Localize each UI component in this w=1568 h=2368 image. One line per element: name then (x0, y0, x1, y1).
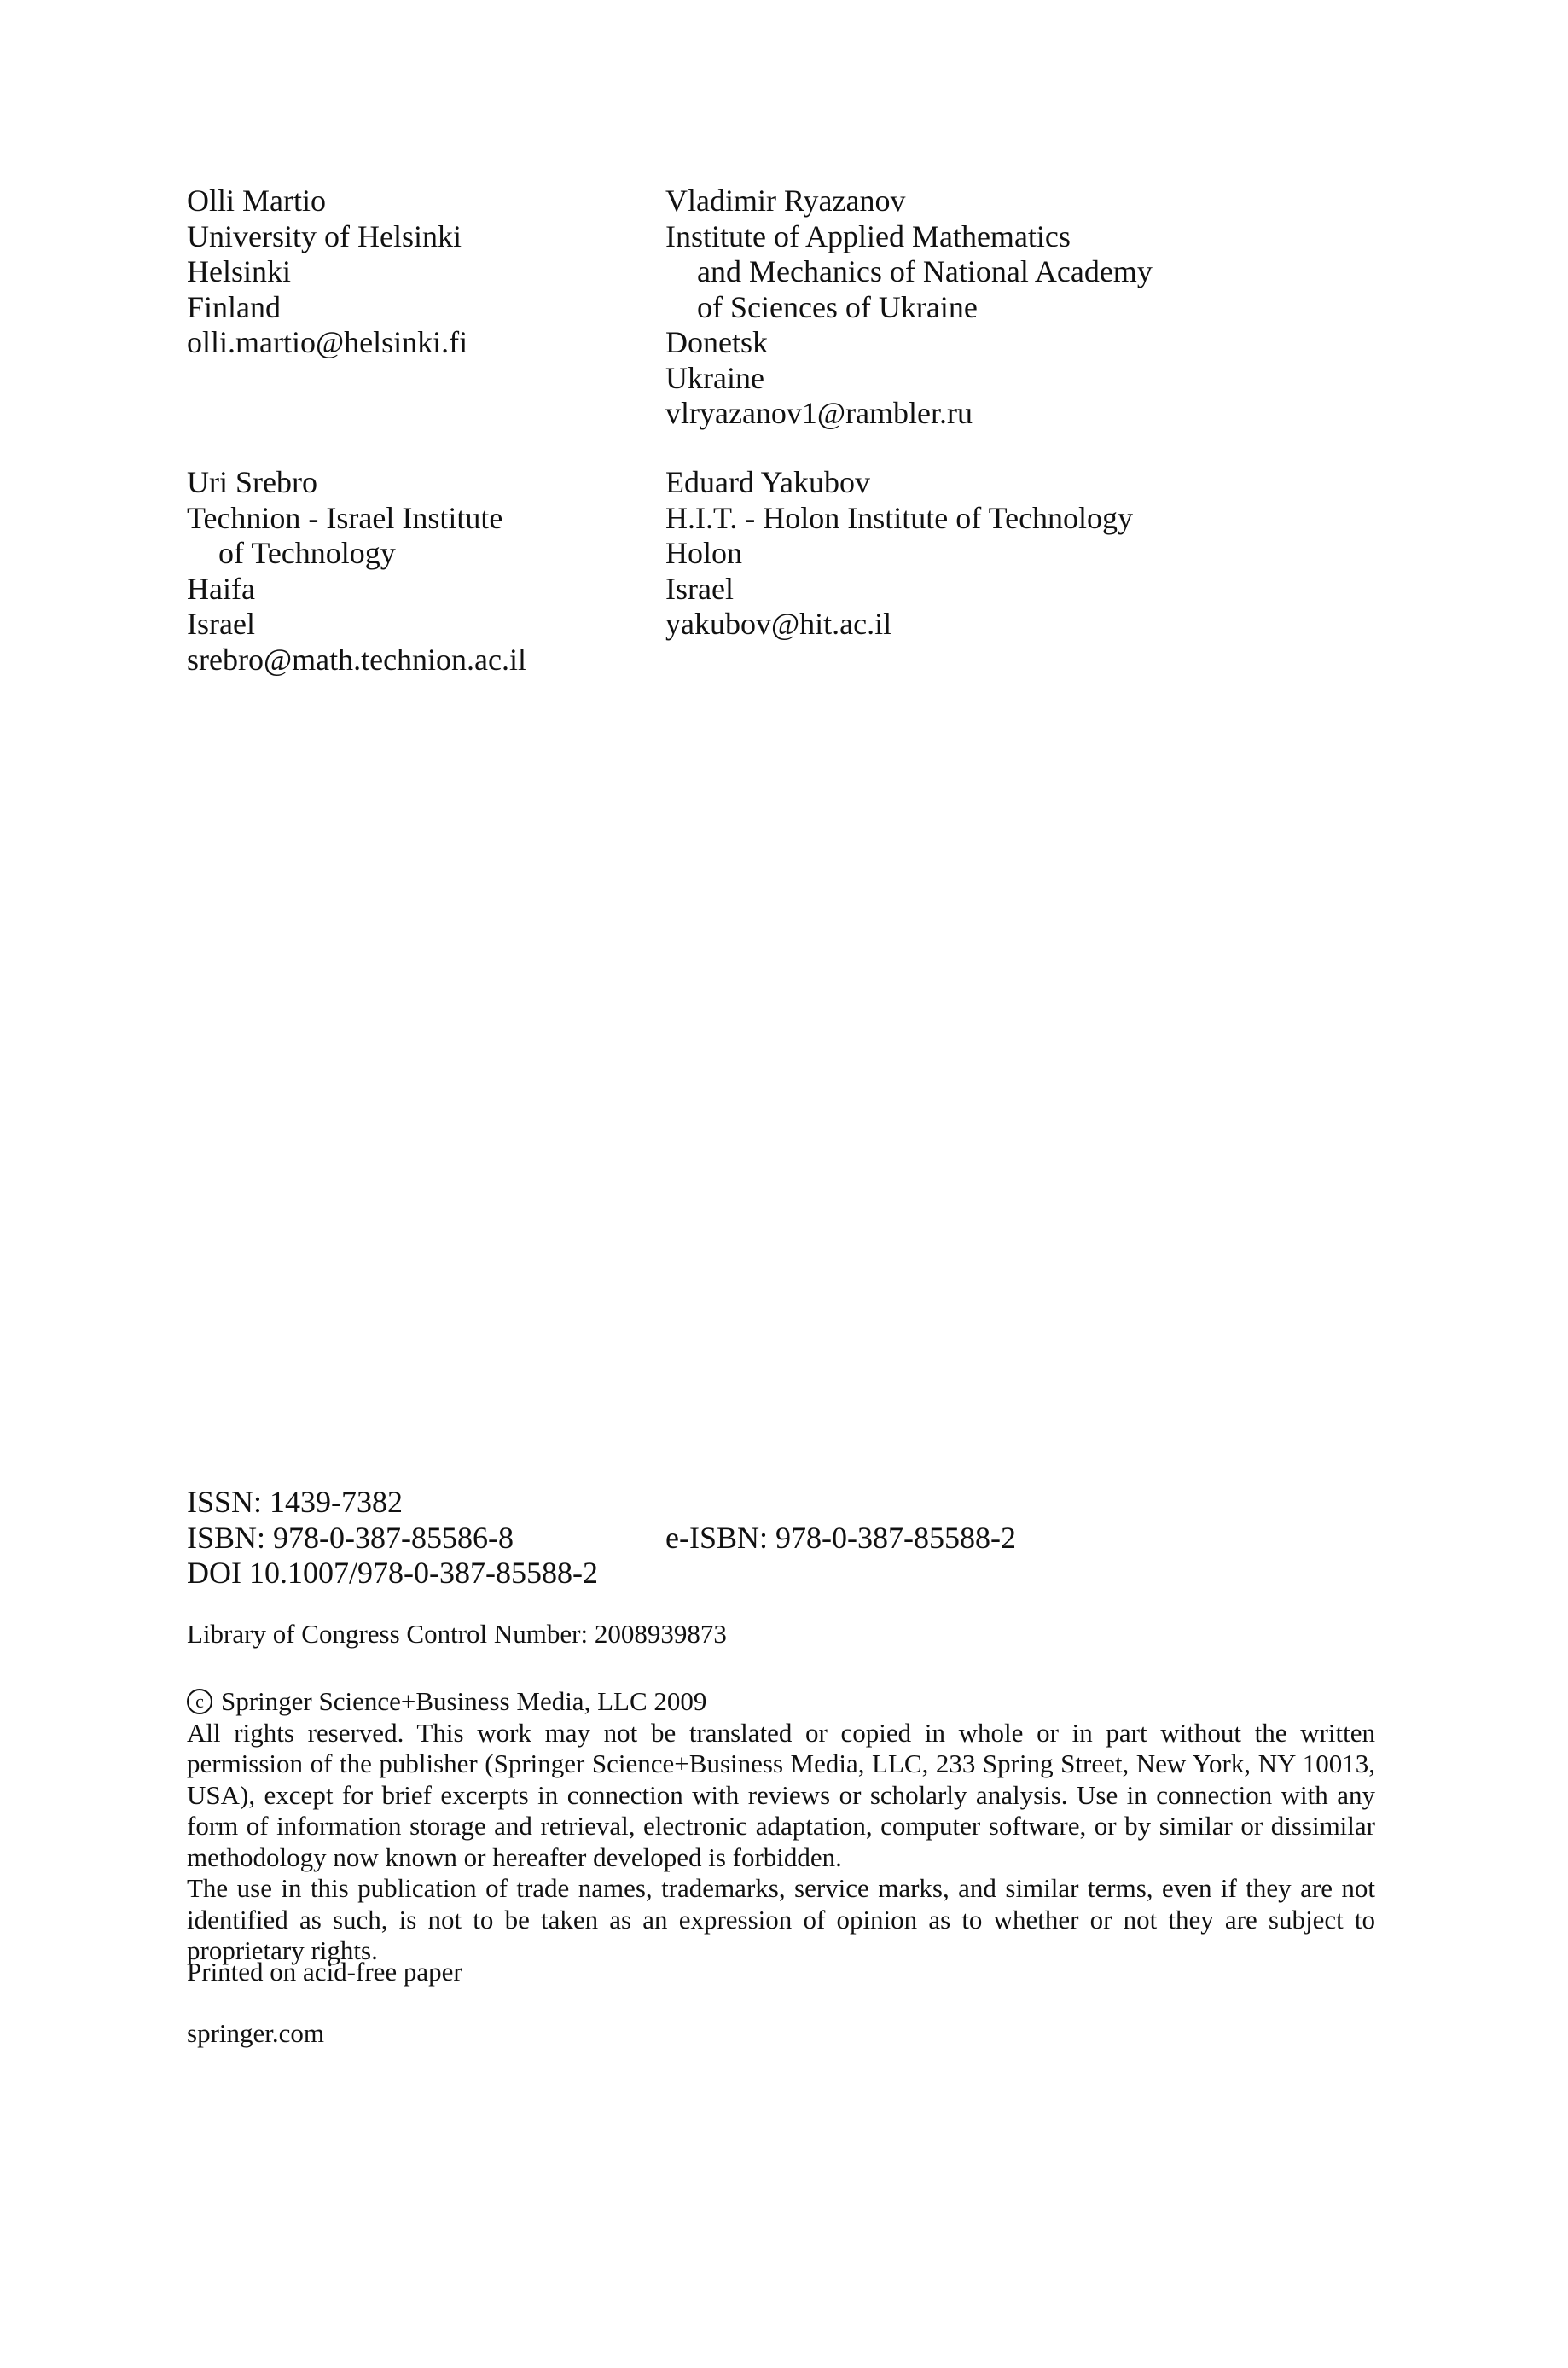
lccn: Library of Congress Control Number: 2008939873 (187, 1619, 727, 1649)
author-country: Israel (187, 607, 255, 641)
author-affiliation: H.I.T. - Holon Institute of Technology (665, 500, 1134, 535)
author-affiliation-continued: and Mechanics of National Academy (697, 254, 1153, 288)
author-block-ryazanov (665, 183, 1153, 432)
author-city: Donetsk (665, 325, 768, 359)
author-block-yakubov (665, 465, 1133, 643)
copyright-icon: c (187, 1689, 212, 1714)
author-city: Haifa (187, 571, 255, 606)
author-email[interactable]: olli.martio@helsinki.fi (187, 325, 468, 359)
author-block-srebro (187, 465, 526, 678)
isbn: ISBN: 978-0-387-85586-8 (187, 1520, 514, 1555)
author-city: Holon (665, 536, 742, 570)
author-name: Olli Martio (187, 183, 326, 218)
author-affiliation: University of Helsinki (187, 218, 462, 253)
identifiers-block (187, 1485, 1381, 1591)
copyright-block (187, 1686, 1375, 1967)
author-email[interactable]: vlryazanov1@rambler.ru (665, 396, 973, 430)
author-affiliation: Institute of Applied Mathematics (665, 218, 1071, 253)
publisher-website[interactable]: springer.com (187, 2018, 324, 2048)
author-name: Uri Srebro (187, 465, 317, 499)
author-name: Vladimir Ryazanov (665, 183, 906, 218)
author-name: Eduard Yakubov (665, 465, 870, 499)
author-affiliation-continued: of Technology (218, 536, 396, 570)
rights-statement: All rights reserved. This work may not be translated or copied in whole or in part without the written permission of the publisher (Springer Science+Business Media, LLC, 233 Spring Street, New York, NY 10013, USA), except for brief excerpts in connection with reviews or scholarly analysis. Use in connection with any form of information storage and retrieval, electronic adaptation, computer software, or by similar or dissimilar methodology now known or hereafter developed is forbidden. (187, 1717, 1375, 1872)
printed-note: Printed on acid-free paper (187, 1957, 462, 1987)
author-email[interactable]: yakubov@hit.ac.il (665, 607, 892, 641)
author-country: Israel (665, 571, 734, 606)
author-email[interactable]: srebro@math.technion.ac.il (187, 642, 527, 677)
author-country: Finland (187, 289, 282, 324)
copyright-line (187, 1686, 1375, 1718)
author-block-martio (187, 183, 467, 361)
isbn-row (187, 1521, 1381, 1556)
author-affiliation: Technion - Israel Institute (187, 500, 503, 535)
copyright-holder: Springer Science+Business Media, LLC 2009 (221, 1686, 707, 1716)
author-country: Ukraine (665, 360, 764, 395)
issn: ISSN: 1439-7382 (187, 1485, 404, 1519)
trademark-statement: The use in this publication of trade names, trademarks, service marks, and similar terms, even if they are not identified as such, is not to be taken as an expression of opinion as to whether or not they are subject to proprietary rights. (187, 1873, 1375, 1965)
author-affiliation-continued: of Sciences of Ukraine (697, 289, 978, 324)
author-city: Helsinki (187, 254, 291, 288)
eisbn: e-ISBN: 978-0-387-85588-2 (665, 1520, 1016, 1555)
doi: DOI 10.1007/978-0-387-85588-2 (187, 1556, 598, 1590)
